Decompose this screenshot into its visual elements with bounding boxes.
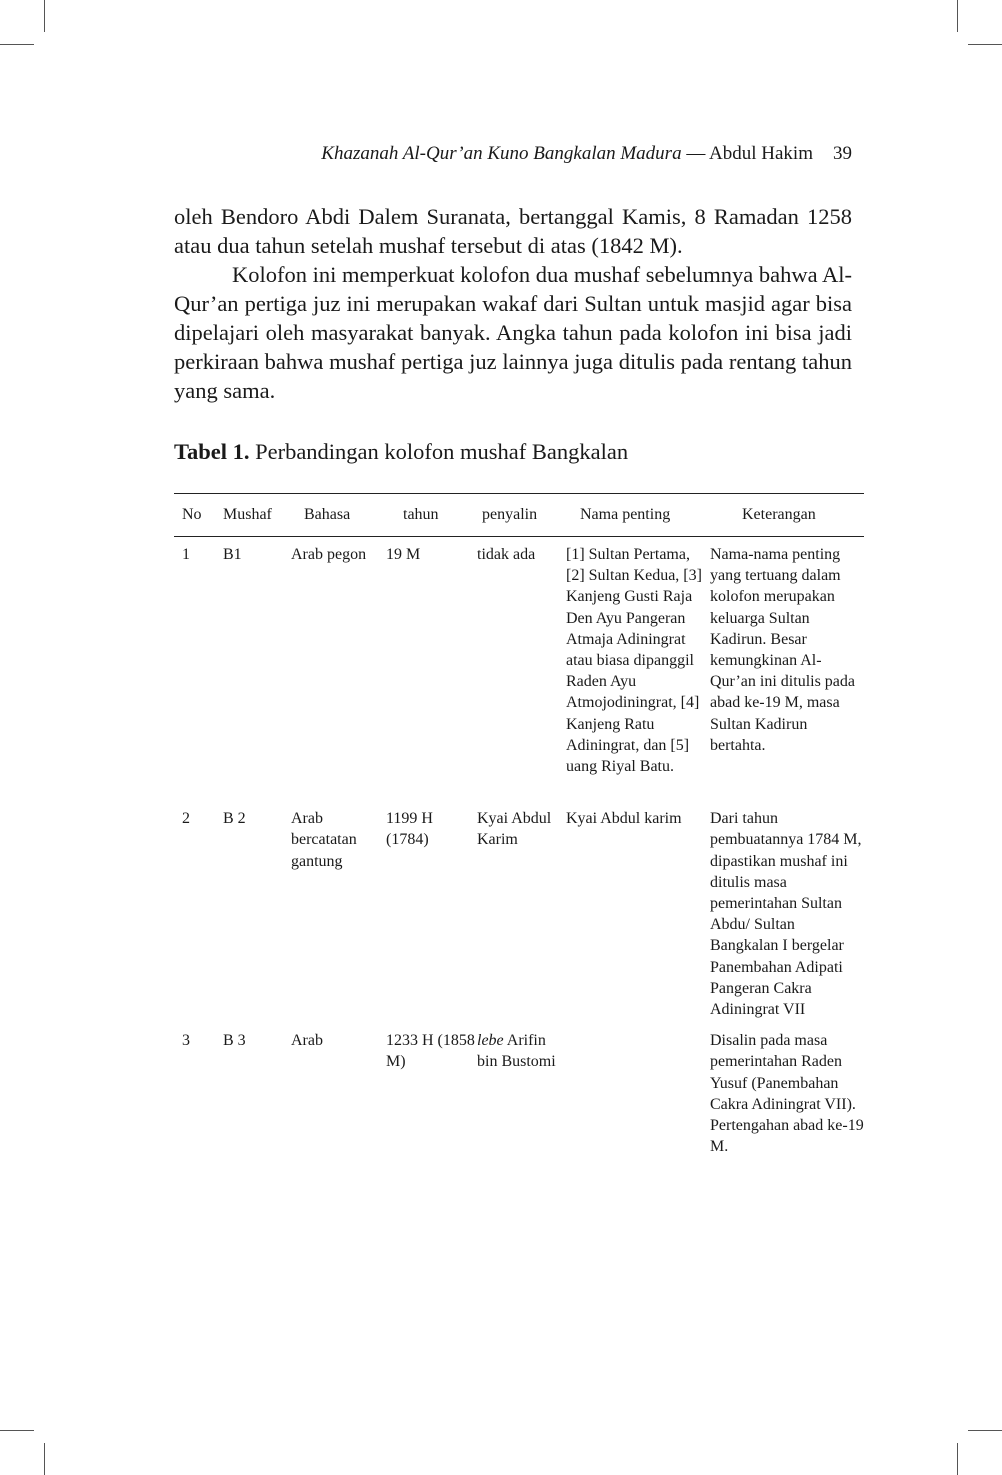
cell-keterangan: Dari tahun pembuatannya 1784 M, dipastikan mushaf ini ditulis masa pemerintahan Sultan Abdu/ Sultan Bangkalan I bergelar Panembahan Adipati Pangeran Cakra Adiningrat VII [710,810,862,1019]
table-row [174,1026,864,1157]
cell-keterangan: Disalin pada masa pemerintahan Raden Yusuf (Panembahan Cakra Adiningrat VII). Pertengahan abad ke-19 M. [710,1032,864,1156]
cell-tahun: 1199 H (1784) [386,810,433,849]
column-header-bahasa: Bahasa [304,506,351,523]
cell-no: 2 [182,810,190,828]
caption-label: Tabel 1. [174,439,250,464]
paragraph: Kolofon ini memperkuat kolofon dua mushaf sebelumnya bahwa Al-Qur’an pertiga juz ini merupakan wakaf dari Sultan untuk masjid agar bisa dipelajari oleh masyarakat banyak. Angka tahun pada kolofon ini bisa jadi perkiraan bahwa mushaf pertiga juz lainnya juga ditulis pada rentang tahun yang sama. [174,262,852,403]
paragraph: oleh Bendoro Abdi Dalem Suranata, bertanggal Kamis, 8 Ramadan 1258 atau dua tahun setelah mushaf tersebut di atas (1842 M). [174,204,852,258]
crop-mark [0,44,34,45]
penyalin-italic: lebe [477,1032,504,1050]
cell-penyalin [477,1026,566,1157]
crop-mark [44,1443,45,1475]
cell-penyalin: tidak ada [477,546,536,563]
crop-mark [957,0,958,32]
crop-mark [968,1430,1002,1431]
cell-no: 3 [182,1032,190,1050]
comparison-table [174,493,864,1157]
column-header-tahun: tahun [403,506,439,523]
table-row [174,801,864,1026]
cell-tahun: 19 M [386,546,421,563]
column-header-mushaf: Mushaf [223,506,272,523]
column-header-penyalin: penyalin [482,506,538,523]
body-text [174,202,852,405]
table-row [174,537,864,802]
cell-penyalin: Kyai Abdul Karim [477,810,552,849]
caption-text: Perbandingan kolofon mushaf Bangkalan [249,439,629,464]
crop-mark [0,1430,34,1431]
cell-mushaf: B 2 [223,810,246,828]
cell-mushaf: B 3 [223,1032,246,1050]
cell-bahasa: Arab bercatatan gantung [291,810,357,870]
crop-mark [44,0,45,32]
cell-keterangan: Nama-nama penting yang tertuang dalam kolofon merupakan keluarga Sultan Kadirun. Besar kemungkinan Al-Qur’an ini ditulis pada abad ke-19 M, masa Sultan Kadirun bertahta. [710,546,856,754]
cell-no: 1 [182,546,190,563]
penyalin-name: Arifin bin Bustomi [477,1032,556,1071]
column-header-keterangan: Keterangan [742,506,816,523]
cell-tahun: 1233 H (1858 M) [386,1032,475,1071]
column-header-nama-penting: Nama penting [580,506,671,523]
page-number: 39 [833,143,852,164]
running-head-author: — Abdul Hakim [681,143,813,164]
cell-nama-penting: [1] Sultan Pertama, [2] Sultan Kedua, [3] Kanjeng Gusti Raja Den Ayu Pangeran Atmaja Adiningrat atau biasa dipanggil Raden Ayu Atmojodiningrat, [4] Kanjeng Ratu Adiningrat, dan [5] uang Riyal Batu. [566,546,702,776]
running-head [174,142,852,166]
column-header-no: No [182,506,202,523]
cell-bahasa: Arab [291,1032,323,1050]
cell-nama-penting [566,1026,710,1157]
running-head-title: Khazanah Al-Qur’an Kuno Bangkalan Madura [321,143,682,164]
crop-mark [957,1443,958,1475]
cell-mushaf: B1 [223,546,242,563]
cell-nama-penting: Kyai Abdul karim [566,810,682,828]
table-header-row [174,494,864,537]
crop-mark [968,44,1002,45]
cell-bahasa: Arab pegon [291,546,367,563]
table-caption [174,438,864,466]
